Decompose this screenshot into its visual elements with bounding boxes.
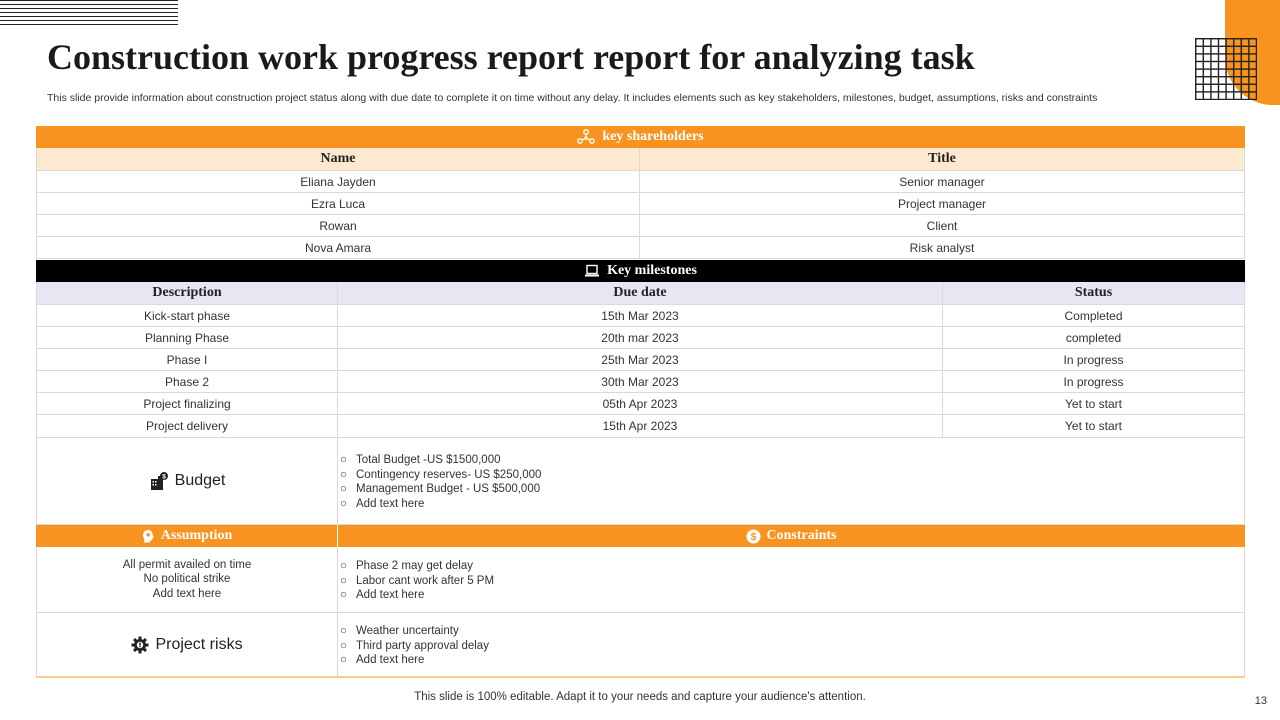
constraints-header-label: Constraints (766, 528, 837, 543)
svg-text:$: $ (161, 473, 166, 481)
budget-label: Budget (174, 472, 226, 489)
list-item: ○ Contingency reserves- US $250,000 (340, 468, 542, 481)
assumption-constraints-header (36, 525, 1245, 547)
table-row (36, 215, 1245, 237)
table-row (36, 305, 1245, 327)
milestones-header-label: Key milestones (607, 263, 697, 278)
dollar-coin-icon (746, 529, 761, 544)
decorative-lines (0, 0, 178, 28)
project-risks-row (36, 613, 1245, 678)
table-row (36, 415, 1245, 438)
constraints-list (338, 559, 494, 603)
table-row (36, 237, 1245, 259)
milestone-due-date: 20th mar 2023 (338, 327, 943, 349)
assumption-header-label: Assumption (160, 528, 233, 543)
milestone-description: Project delivery (36, 415, 338, 438)
svg-text:$: $ (751, 531, 757, 543)
stakeholder-name: Ezra Luca (36, 193, 640, 215)
table-row (36, 171, 1245, 193)
milestone-due-date: 25th Mar 2023 (338, 349, 943, 371)
milestone-due-date: 15th Mar 2023 (338, 305, 943, 327)
list-item: ○ Weather uncertainty (340, 625, 459, 637)
list-item: ○ Add text here (340, 589, 425, 601)
table-row (36, 327, 1245, 349)
stakeholders-header-label: key shareholders (602, 129, 704, 144)
milestone-status: Completed (943, 305, 1245, 327)
assumption-header (36, 525, 338, 547)
stakeholder-name: Rowan (36, 215, 640, 237)
page-number: 13 (1254, 695, 1267, 707)
list-item: ○ Management Budget - US $500,000 (340, 483, 541, 495)
list-item: ○ Labor cant work after 5 PM (340, 574, 495, 587)
assumption-item: All permit availed on time (122, 558, 252, 571)
milestone-description: Kick-start phase (36, 305, 338, 327)
milestone-description: Project finalizing (36, 393, 338, 415)
milestone-status: Yet to start (943, 415, 1245, 438)
laptop-icon (584, 264, 600, 278)
footer-note: This slide is 100% editable. Adapt it to your needs and capture your audience's attention. (414, 691, 866, 703)
constraints-header (338, 525, 1245, 547)
stakeholders-column-headers (36, 148, 1245, 171)
assumption-item: Add text here (152, 587, 222, 600)
milestone-status: In progress (943, 349, 1245, 371)
column-header-name: Name (36, 148, 640, 171)
constraints-cell (338, 547, 1245, 613)
page-title: Construction work progress report report for analyzing task (47, 37, 975, 77)
column-header-status: Status (943, 282, 1245, 305)
assumption-constraints-row (36, 547, 1245, 613)
network-icon (577, 129, 595, 145)
milestone-status: In progress (943, 371, 1245, 393)
milestone-due-date: 05th Apr 2023 (338, 393, 943, 415)
column-header-description: Description (36, 282, 338, 305)
list-item: ○ Add text here (340, 654, 425, 666)
milestone-description: Planning Phase (36, 327, 338, 349)
assumption-cell (36, 547, 338, 613)
milestone-due-date: 30th Mar 2023 (338, 371, 943, 393)
budget-label-cell (36, 438, 338, 525)
risks-details-cell (338, 613, 1245, 678)
milestones-column-headers (36, 282, 1245, 305)
table-row (36, 371, 1245, 393)
stakeholder-title: Client (640, 215, 1245, 237)
milestone-description: Phase I (36, 349, 338, 371)
table-row (36, 193, 1245, 215)
milestone-due-date: 15th Apr 2023 (338, 415, 943, 438)
milestone-status: completed (943, 327, 1245, 349)
stakeholder-name: Nova Amara (36, 237, 640, 259)
risks-label-cell (36, 613, 338, 678)
stakeholder-title: Project manager (640, 193, 1245, 215)
gear-icon (131, 636, 149, 654)
risks-label: Project risks (155, 635, 243, 653)
list-item: ○ Total Budget -US $1500,000 (340, 454, 501, 466)
stakeholder-title: Senior manager (640, 171, 1245, 193)
lightbulb-head-icon (141, 529, 156, 544)
assumption-item: No political strike (143, 573, 231, 586)
risks-list (338, 624, 489, 668)
stakeholder-title: Risk analyst (640, 237, 1245, 259)
stakeholder-name: Eliana Jayden (36, 171, 640, 193)
column-header-title: Title (640, 148, 1245, 171)
table-row (36, 393, 1245, 415)
table-row (36, 349, 1245, 371)
slide-description: This slide provide information about construction project status along with due date to complete it on time without any delay. It includes elements such as key stakeholders, milestones, budget, assumptions, risks and constraints (47, 92, 1098, 104)
list-item: ○ Third party approval delay (340, 639, 489, 652)
list-item: ○ Add text here (340, 497, 425, 510)
column-header-due-date: Due date (338, 282, 943, 305)
milestone-status: Yet to start (943, 393, 1245, 415)
budget-row (36, 438, 1245, 525)
decorative-grid (1195, 38, 1257, 100)
stakeholders-header (36, 126, 1245, 148)
milestone-description: Phase 2 (36, 371, 338, 393)
list-item: ○ Phase 2 may get delay (340, 560, 473, 572)
milestones-header (36, 260, 1245, 282)
budget-icon (149, 471, 169, 491)
budget-details-cell (338, 438, 1245, 525)
budget-list (338, 453, 541, 511)
